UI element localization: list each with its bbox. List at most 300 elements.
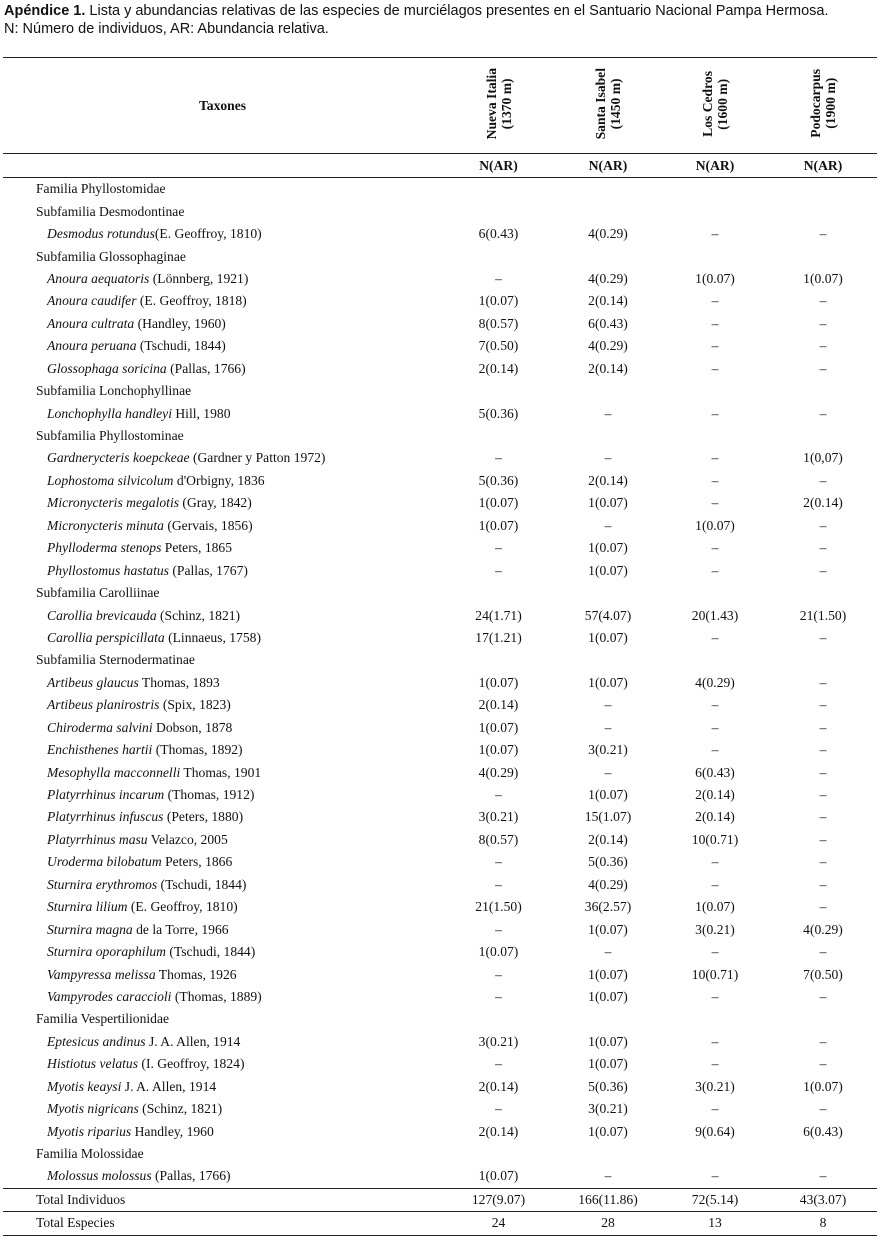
species-name: Anoura caudifer (47, 293, 137, 309)
caption-label: Apéndice 1. (4, 3, 86, 19)
species-authority: (E. Geoffroy, 1810) (127, 899, 238, 915)
abundance-cell: – (711, 338, 719, 354)
abundance-cell: – (711, 988, 719, 1004)
species-name: Anoura aequatoris (47, 270, 150, 286)
abundance-cell: 24(1.71) (475, 607, 522, 623)
abundance-cell: – (711, 629, 719, 645)
species-authority: Dobson, 1878 (152, 719, 233, 735)
abundance-cell: – (819, 988, 827, 1004)
abundance-cell: – (711, 405, 719, 421)
species-name-cell (3, 1076, 442, 1098)
abundance-cell: 5(0.36) (478, 472, 519, 488)
group-row (3, 200, 877, 222)
group-label: Familia Vespertilionidae (36, 1011, 170, 1027)
species-authority: (Gervais, 1856) (163, 517, 253, 533)
abundance-cell: 6(0.43) (478, 226, 519, 242)
abundance-cell: – (819, 226, 827, 242)
species-name-cell (3, 223, 442, 245)
site-name: Nueva Italia (483, 67, 499, 140)
species-name-cell (3, 806, 442, 828)
species-name: Phyllostomus hastatus (47, 562, 169, 578)
group-label: Subfamilia Sternodermatinae (36, 652, 195, 668)
species-name-cell (3, 694, 442, 716)
group-label: Subfamilia Carolliinae (36, 585, 160, 601)
species-name: Desmodus rotundus (47, 226, 155, 242)
abundance-cell: 1(0.07) (478, 742, 519, 758)
species-name: Carollia perspicillata (47, 629, 165, 645)
table-row (3, 335, 877, 357)
group-row (3, 1008, 877, 1030)
species-authority: (Pallas, 1766) (166, 360, 246, 376)
species-name: Lophostoma silvicolum (47, 472, 174, 488)
species-authority: (Tschudi, 1844) (136, 338, 226, 354)
empty-cell (442, 200, 555, 222)
table-row (3, 1098, 877, 1120)
empty-cell (661, 178, 769, 201)
species-name-cell (3, 604, 442, 626)
table-caption (4, 2, 878, 38)
empty-cell (555, 582, 661, 604)
abundance-cell: 1(0.07) (478, 495, 519, 511)
species-name: Mesophylla macconnelli (47, 764, 181, 780)
header-row (3, 58, 877, 154)
abundance-cell: 1(0.07) (588, 988, 628, 1004)
total-row (3, 1212, 877, 1235)
abundance-cell: 1(0.07) (803, 270, 843, 286)
empty-cell (555, 1008, 661, 1030)
species-authority: Thomas, 1901 (180, 764, 262, 780)
abundance-cell: – (819, 1101, 827, 1117)
abundance-cell: 1(0.07) (588, 1056, 628, 1072)
species-name: Myotis riparius (47, 1123, 132, 1139)
abundance-cell: 10(0.71) (691, 831, 739, 847)
abundance-cell: 8(0.57) (478, 831, 519, 847)
empty-cell (442, 1143, 555, 1165)
unit-header-blank (3, 154, 442, 178)
total-cell: 13 (661, 1212, 769, 1235)
abundance-cell: – (711, 742, 719, 758)
table-row (3, 918, 877, 940)
empty-cell (442, 245, 555, 267)
abundance-cell: 7(0.50) (803, 966, 843, 982)
species-name: Artibeus glaucus (47, 674, 139, 690)
species-name-cell (3, 447, 442, 469)
abundance-cell: – (819, 517, 827, 533)
species-authority: (Schinz, 1821) (138, 1101, 223, 1117)
abundance-cell: 8(0.57) (478, 315, 519, 331)
abundance-cell: – (819, 315, 827, 331)
species-authority: (Gardner y Patton 1972) (189, 450, 326, 466)
abundance-cell: – (495, 270, 502, 286)
group-label: Subfamilia Lonchophyllinae (36, 383, 192, 399)
abundance-cell: – (711, 1033, 719, 1049)
abundance-cell: 1(0.07) (695, 899, 735, 915)
empty-cell (442, 380, 555, 402)
species-authority: (Thomas, 1912) (164, 787, 255, 803)
abundance-cell: – (819, 809, 827, 825)
species-name-cell (3, 402, 442, 424)
species-authority: (E. Geoffroy, 1818) (136, 293, 247, 309)
abundance-cell: 2(0.14) (588, 831, 628, 847)
empty-cell (769, 582, 877, 604)
group-label: Subfamilia Glossophaginae (36, 248, 186, 264)
abundance-cell: 2(0.14) (695, 787, 735, 803)
abundance-cell: 1(0,07) (803, 450, 843, 466)
species-name: Micronycteris minuta (47, 517, 164, 533)
species-name-cell (3, 358, 442, 380)
abundance-cell: – (711, 540, 719, 556)
empty-cell (661, 649, 769, 671)
abundance-cell: – (495, 876, 502, 892)
species-name-cell (3, 537, 442, 559)
abundance-cell: – (819, 360, 827, 376)
abundance-cell: – (819, 338, 827, 354)
abundance-cell: – (711, 876, 719, 892)
total-cell: 166(11.86) (555, 1188, 661, 1211)
abundance-cell: 4(0.29) (478, 764, 519, 780)
empty-cell (555, 178, 661, 201)
abundance-cell: – (495, 787, 502, 803)
site-elevation: (1450 m) (608, 78, 623, 129)
empty-cell (555, 1143, 661, 1165)
species-authority: (Thomas, 1892) (152, 742, 243, 758)
abundance-cell: 10(0.71) (691, 966, 739, 982)
abundance-cell: 1(0.07) (695, 270, 735, 286)
abundance-cell: 1(0.07) (478, 517, 519, 533)
empty-cell (442, 582, 555, 604)
abundance-cell: 21(1.50) (799, 607, 847, 623)
unit-header: N(AR) (661, 154, 769, 178)
abundance-cell: 2(0.14) (588, 293, 628, 309)
table-row (3, 223, 877, 245)
taxon-header: Taxones (198, 97, 247, 113)
species-authority: (Pallas, 1766) (151, 1168, 231, 1184)
abundance-cell: – (604, 1168, 612, 1184)
species-authority: (Peters, 1880) (163, 809, 244, 825)
table-row (3, 1165, 877, 1188)
table-row (3, 761, 877, 783)
abundance-cell: – (495, 540, 502, 556)
group-row (3, 425, 877, 447)
abundance-cell: 1(0.07) (588, 540, 628, 556)
abundance-cell: 17(1.21) (475, 629, 522, 645)
abundance-cell: – (711, 719, 719, 735)
species-name-cell (3, 829, 442, 851)
group-row (3, 178, 877, 201)
table-row (3, 537, 877, 559)
abundance-cell: – (819, 1056, 827, 1072)
abundance-cell: – (819, 787, 827, 803)
table-row (3, 268, 877, 290)
table-row (3, 963, 877, 985)
table-row (3, 492, 877, 514)
table-row (3, 1120, 877, 1142)
empty-cell (661, 245, 769, 267)
species-name-cell (3, 761, 442, 783)
table-row (3, 941, 877, 963)
abundance-cell: – (711, 697, 719, 713)
species-authority: (Handley, 1960) (134, 315, 226, 331)
empty-cell (555, 649, 661, 671)
table-row (3, 515, 877, 537)
species-name-cell (3, 515, 442, 537)
abundance-cell: – (819, 674, 827, 690)
group-row (3, 582, 877, 604)
abundance-cell: – (604, 697, 612, 713)
empty-cell (442, 649, 555, 671)
unit-header-row (3, 154, 877, 178)
abundance-cell: – (819, 764, 827, 780)
site-header-2 (555, 58, 661, 154)
abundance-cell: 6(0.43) (588, 315, 628, 331)
empty-cell (661, 1143, 769, 1165)
species-name: Artibeus planirostris (47, 697, 160, 713)
table-row (3, 739, 877, 761)
group-label: Subfamilia Desmodontinae (36, 203, 185, 219)
unit-header: N(AR) (769, 154, 877, 178)
abundance-cell: 1(0.07) (478, 293, 519, 309)
empty-cell (661, 425, 769, 447)
species-name-cell (3, 1053, 442, 1075)
species-name-cell (3, 717, 442, 739)
species-name-cell (3, 335, 442, 357)
abundance-cell: – (819, 405, 827, 421)
empty-cell (442, 178, 555, 201)
group-row (3, 245, 877, 267)
abundance-cell: 1(0.07) (588, 629, 628, 645)
abundance-cell: 20(1.43) (691, 607, 739, 623)
table-row (3, 1031, 877, 1053)
species-name-cell (3, 268, 442, 290)
species-name: Histiotus velatus (47, 1056, 139, 1072)
abundance-cell: 1(0.07) (588, 562, 628, 578)
species-name: Phylloderma stenops (47, 540, 162, 556)
table-row (3, 784, 877, 806)
abundance-cell: – (819, 876, 827, 892)
abundance-cell: – (711, 495, 719, 511)
table-row (3, 470, 877, 492)
species-name: Platyrrhinus masu (47, 831, 148, 847)
species-authority: (I. Geoffroy, 1824) (138, 1056, 245, 1072)
abundance-cell: – (711, 360, 719, 376)
total-cell: 43(3.07) (769, 1188, 877, 1211)
site-name: Los Cedros (700, 70, 715, 137)
table-row (3, 559, 877, 581)
unit-header: N(AR) (442, 154, 555, 178)
species-authority: Peters, 1866 (161, 854, 233, 870)
species-name-cell (3, 290, 442, 312)
species-name-cell (3, 784, 442, 806)
abundance-cell: 2(0.14) (803, 495, 843, 511)
abundance-cell: 4(0.29) (588, 876, 628, 892)
empty-cell (769, 425, 877, 447)
abundance-cell: 15(1.07) (584, 809, 632, 825)
abundance-cell: 1(0.07) (588, 495, 628, 511)
abundance-cell: – (819, 831, 827, 847)
abundance-cell: 6(0.43) (803, 1123, 843, 1139)
species-name: Lonchophylla handleyi (47, 405, 172, 421)
abundance-cell: – (495, 450, 502, 466)
abundance-cell: 4(0.29) (803, 921, 843, 937)
species-authority: de la Torre, 1966 (132, 921, 229, 937)
abundance-cell: – (819, 472, 827, 488)
species-authority: Thomas, 1893 (138, 674, 220, 690)
empty-cell (555, 425, 661, 447)
abundance-cell: 5(0.36) (588, 1078, 628, 1094)
abundance-cell: 2(0.14) (478, 360, 519, 376)
abundance-cell: – (604, 450, 612, 466)
abundance-cell: – (819, 719, 827, 735)
species-authority: Peters, 1865 (161, 540, 233, 556)
species-name-cell (3, 896, 442, 918)
species-authority: (Spix, 1823) (159, 697, 231, 713)
table-row (3, 604, 877, 626)
species-name: Vampyrodes caraccioli (47, 988, 172, 1004)
species-name-cell (3, 986, 442, 1008)
abundance-cell: – (819, 697, 827, 713)
abundance-cell: – (711, 562, 719, 578)
group-label: Familia Phyllostomidae (36, 181, 166, 197)
species-authority: (Linnaeus, 1758) (164, 629, 261, 645)
empty-cell (661, 200, 769, 222)
species-name-cell (3, 963, 442, 985)
species-name-cell (3, 918, 442, 940)
site-elevation: (1600 m) (715, 78, 730, 129)
abundance-cell: 7(0.50) (478, 338, 519, 354)
species-name-cell (3, 627, 442, 649)
species-authority: J. A. Allen, 1914 (121, 1078, 217, 1094)
empty-cell (769, 1008, 877, 1030)
abundance-cell: 5(0.36) (478, 405, 519, 421)
species-name: Myotis keaysi (47, 1078, 122, 1094)
table-row (3, 896, 877, 918)
empty-cell (769, 200, 877, 222)
species-name-cell (3, 313, 442, 335)
abundance-cell: – (711, 472, 719, 488)
total-cell: 8 (769, 1212, 877, 1235)
species-name-cell (3, 470, 442, 492)
group-label: Subfamilia Phyllostominae (36, 428, 184, 444)
species-authority: J. A. Allen, 1914 (145, 1033, 241, 1049)
abundance-cell: 1(0.07) (695, 517, 735, 533)
species-authority: (Gray, 1842) (179, 495, 252, 511)
species-authority: (Lönnberg, 1921) (149, 270, 249, 286)
total-cell: 127(9.07) (442, 1188, 555, 1211)
abundance-cell: – (819, 562, 827, 578)
group-row (3, 380, 877, 402)
species-name: Anoura cultrata (47, 315, 135, 331)
abundance-cell: 1(0.07) (588, 921, 628, 937)
group-label: Familia Molossidae (36, 1146, 144, 1162)
total-cell: 72(5.14) (661, 1188, 769, 1211)
site-elevation: (1900 m) (823, 78, 838, 129)
unit-header: N(AR) (555, 154, 661, 178)
species-name: Uroderma bilobatum (47, 854, 162, 870)
abundance-cell: 57(4.07) (584, 607, 632, 623)
abundance-cell: 3(0.21) (695, 1078, 735, 1094)
abundance-cell: 3(0.21) (478, 809, 519, 825)
species-name-cell (3, 941, 442, 963)
abundance-cell: – (711, 1101, 719, 1117)
abundance-cell: 2(0.14) (695, 809, 735, 825)
abundance-cell: – (819, 540, 827, 556)
abundance-cell: – (495, 988, 502, 1004)
abundance-cell: 21(1.50) (475, 899, 522, 915)
site-name: Podocarpus (808, 69, 823, 138)
species-name: Sturnira lilium (47, 899, 128, 915)
site-name: Santa Isabel (593, 67, 608, 140)
species-name: Glossophaga soricina (47, 360, 167, 376)
empty-cell (769, 380, 877, 402)
site-elevation: (1370 m) (498, 78, 514, 129)
abundance-cell: – (819, 1168, 827, 1184)
species-authority: Hill, 1980 (171, 405, 231, 421)
site-header-3 (661, 58, 769, 154)
empty-cell (442, 425, 555, 447)
abundance-cell: 1(0.07) (588, 966, 628, 982)
abundance-cell: 4(0.29) (588, 226, 628, 242)
abundance-cell: 3(0.21) (588, 742, 628, 758)
table-row (3, 829, 877, 851)
abundance-cell: – (819, 1033, 827, 1049)
abundance-cell: 1(0.07) (478, 1168, 519, 1184)
abundance-cell: – (604, 764, 612, 780)
abundance-cell: 1(0.07) (478, 719, 519, 735)
species-name-cell (3, 1165, 442, 1188)
abundance-cell: – (711, 226, 719, 242)
abundance-cell: 2(0.14) (478, 697, 519, 713)
abundance-cell: – (819, 899, 827, 915)
species-name: Platyrrhinus infuscus (47, 809, 164, 825)
site-header-4 (769, 58, 877, 154)
abundance-cell: 9(0.64) (695, 1123, 735, 1139)
species-name: Eptesicus andinus (47, 1033, 146, 1049)
abundance-cell: 4(0.29) (695, 674, 735, 690)
table-row (3, 627, 877, 649)
abundance-cell: 2(0.14) (588, 472, 628, 488)
abundance-cell: 1(0.07) (588, 787, 628, 803)
species-authority: d'Orbigny, 1836 (173, 472, 265, 488)
abundance-cell: 6(0.43) (695, 764, 735, 780)
species-authority: Velazco, 2005 (147, 831, 228, 847)
species-name-cell (3, 1098, 442, 1120)
abundance-cell: 1(0.07) (588, 1123, 628, 1139)
caption-line-1 (4, 2, 878, 20)
total-cell: 24 (442, 1212, 555, 1235)
abundance-cell: – (711, 944, 719, 960)
table-row (3, 874, 877, 896)
abundance-cell: – (495, 921, 502, 937)
group-row (3, 649, 877, 671)
caption-text: Lista y abundancias relativas de las especies de murciélagos presentes en el Santuario Nacional Pampa Hermosa. (85, 3, 829, 19)
species-authority: (Tschudi, 1844) (165, 944, 256, 960)
table-row (3, 851, 877, 873)
table-row (3, 1076, 877, 1098)
empty-cell (769, 178, 877, 201)
abundance-cell: 1(0.07) (803, 1078, 843, 1094)
total-row (3, 1188, 877, 1211)
abundance-cell: – (604, 517, 612, 533)
species-authority: Handley, 1960 (131, 1123, 214, 1139)
species-authority: (Schinz, 1821) (156, 607, 241, 623)
abundance-cell: – (495, 1056, 502, 1072)
abundance-cell: – (711, 1168, 719, 1184)
empty-cell (769, 245, 877, 267)
empty-cell (661, 582, 769, 604)
table-row (3, 694, 877, 716)
species-name: Platyrrhinus incarum (47, 787, 165, 803)
species-name: Sturnira erythromos (47, 876, 158, 892)
